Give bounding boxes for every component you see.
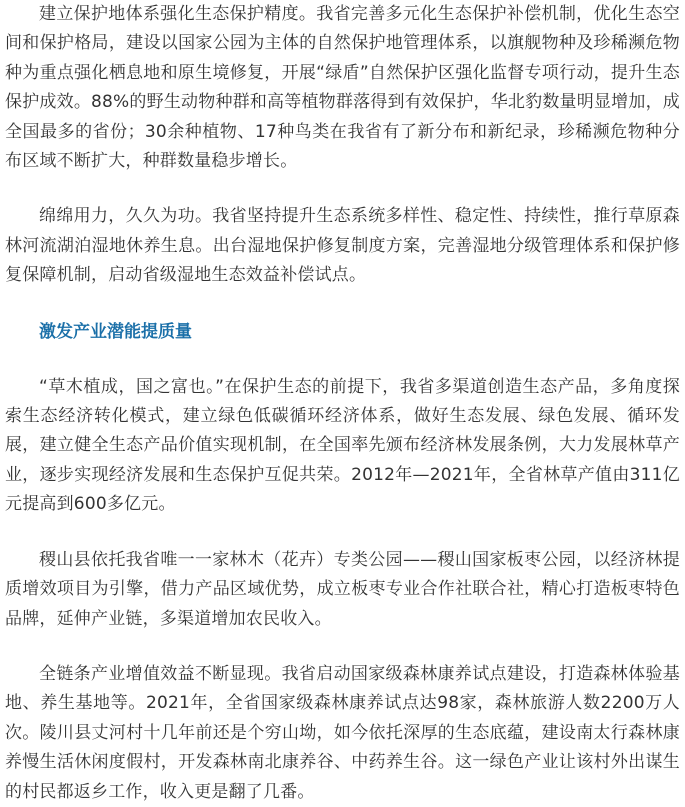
paragraph-gap bbox=[5, 291, 680, 317]
paragraph-protected-area-system: 建立保护地体系强化生态保护精度。我省完善多元化生态保护补偿机制，优化生态空间和保护格局，建设以国家公园为主体的自然保护地管理体系，以旗舰物种及珍稀濒危物种为重点强化栖息地和原生境修复，开展“绿盾”自然保护区强化监督专项行动，提升生态保护成效。88%的野生动物种群和高等植物群落得到有效保护，华北豹数量明显增加，成全国最多的省份；30余种植物、17种鸟类在我省有了新分布和新纪录，珍稀濒危物种分布区域不断扩大，种群数量稳步增长。 bbox=[5, 4, 680, 172]
article-body bbox=[5, 0, 680, 807]
paragraph-gap bbox=[5, 634, 680, 660]
section-heading: 激发产业潜能提质量 bbox=[39, 321, 192, 342]
paragraph-gap bbox=[5, 176, 680, 202]
paragraph-wetland-restoration: 绵绵用力，久久为功。我省坚持提升生态系统多样性、稳定性、持续性，推行草原森林河流湖泊湿地休养生息。出台湿地保护修复制度方案，完善湿地分级管理体系和保护修复保障机制，启动省级湿地生态效益补偿试点。 bbox=[5, 206, 680, 286]
paragraph-gap bbox=[5, 520, 680, 546]
paragraph-forest-wellness: 全链条产业增值效益不断显现。我省启动国家级森林康养试点建设，打造森林体验基地、养生基地等。2021年，全省国家级森林康养试点达98家，森林旅游人数2200万人次。陵川县丈河村十几年前还是个穷山坳，如今依托深厚的生态底蕴，建设南太行森林康养慢生活休闲度假村，开发森林南北康养谷、中药养生谷。这一绿色产业让该村外出谋生的村民都返乡工作，收入更是翻了几番。 bbox=[5, 663, 680, 802]
paragraph-gap bbox=[5, 347, 680, 373]
paragraph-eco-products: “草木植成，国之富也。”在保护生态的前提下，我省多渠道创造生态产品，多角度探索生态经济转化模式，建立绿色低碳循环经济体系，做好生态发展、绿色发展、循环发展，建立健全生态产品价值实现机制，在全国率先颁布经济林发展条例，大力发展林草产业，逐步实现经济发展和生态保护互促共荣。2012年—2021年，全省林草产值由311亿元提高到600多亿元。 bbox=[5, 376, 680, 515]
paragraph-jishan-jujube: 稷山县依托我省唯一一家林木（花卉）专类公园——稷山国家板枣公园，以经济林提质增效项目为引擎，借力产品区域优势，成立板枣专业合作社联合社，精心打造板枣特色品牌，延伸产业链，多渠道增加农民收入。 bbox=[5, 549, 680, 629]
